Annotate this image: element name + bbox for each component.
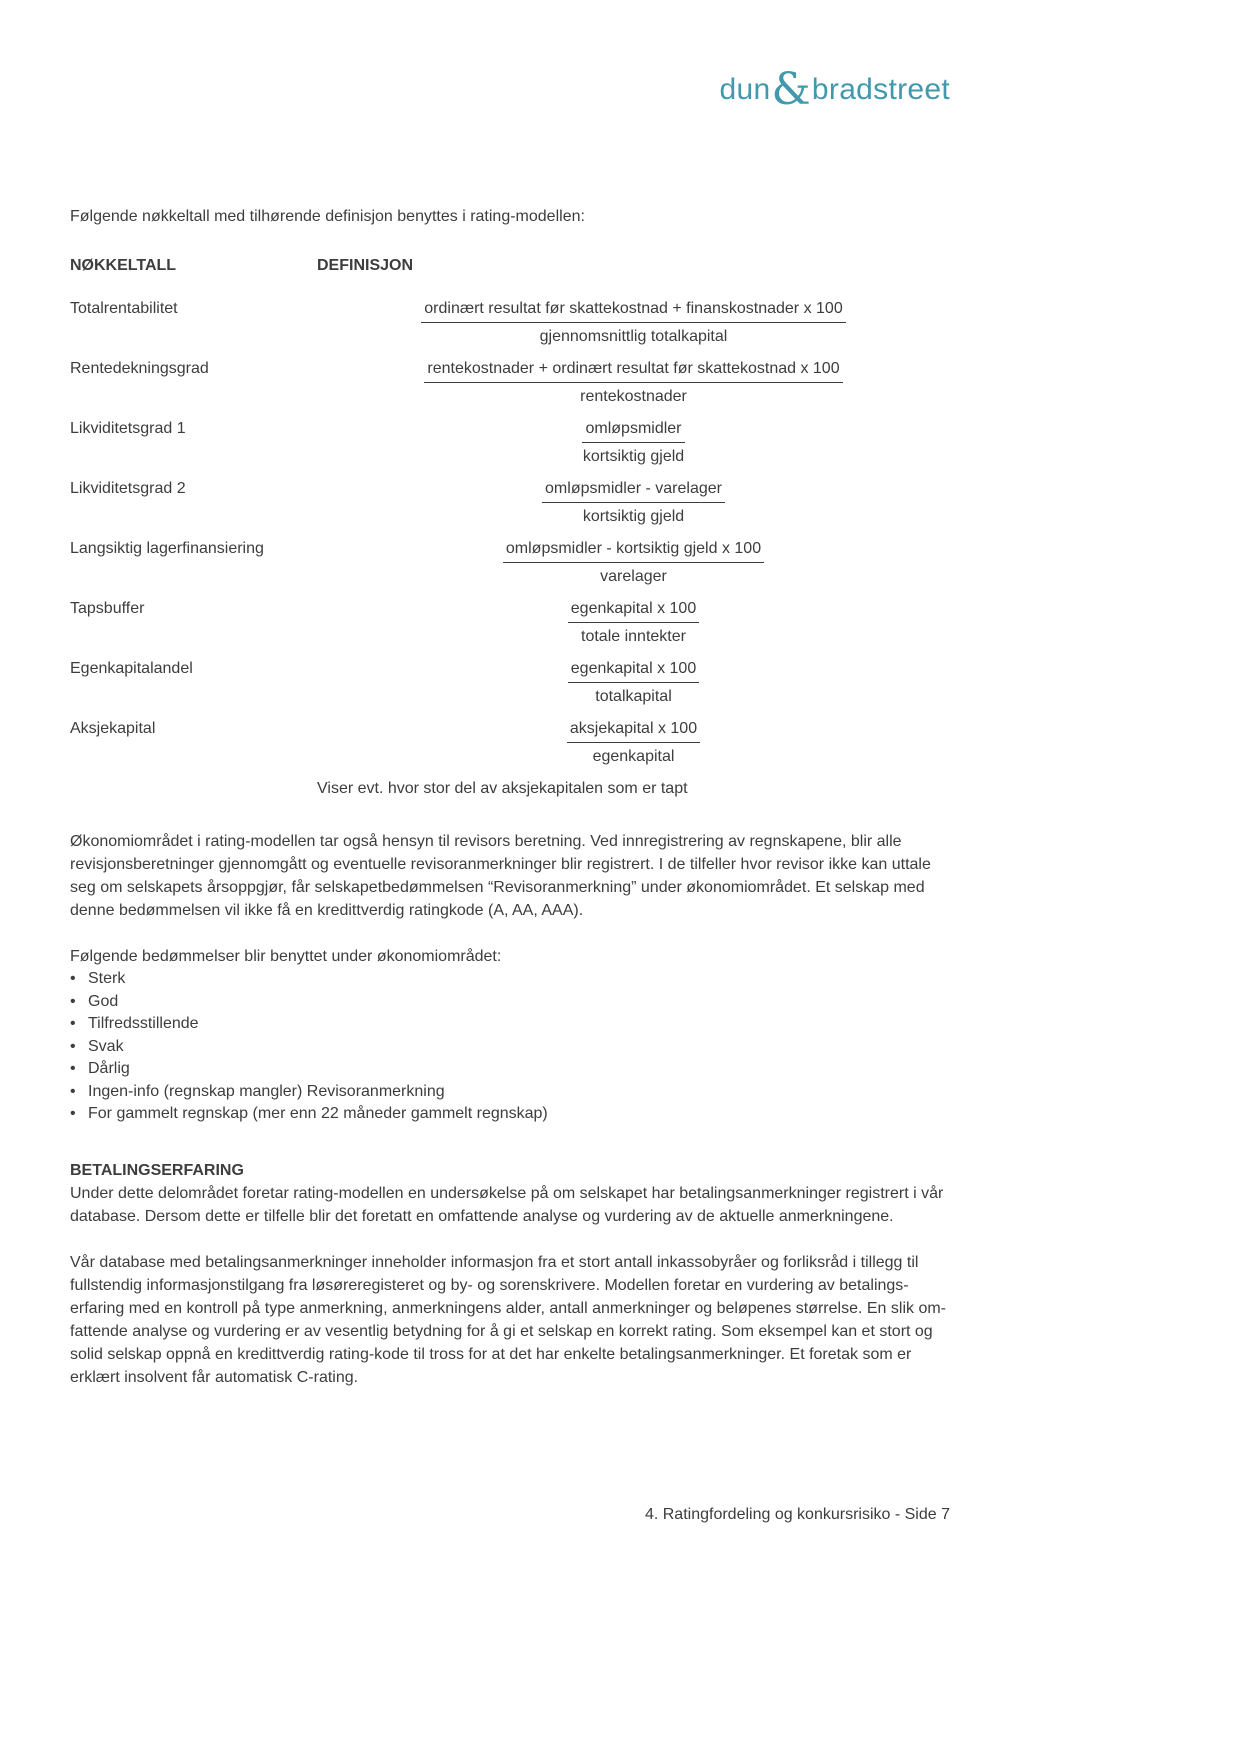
ratio-fraction [317, 657, 950, 708]
section-heading-betalingserfaring: BETALINGSERFARING [70, 1161, 244, 1179]
ratio-fraction [317, 477, 950, 528]
ratio-label: Aksjekapital [70, 720, 156, 737]
fraction-numerator: omløpsmidler - varelager [542, 477, 725, 503]
fraction-denominator: totale inntekter [581, 628, 686, 645]
column-header-nokkeltall: NØKKELTALL [70, 257, 177, 274]
fraction-denominator: varelager [600, 568, 667, 585]
list-item [70, 1058, 950, 1081]
bullet-icon: • [70, 970, 76, 987]
logo-ampersand-icon: & [771, 64, 811, 115]
ratio-label: Tapsbuffer [70, 600, 145, 617]
bullet-icon: • [70, 1037, 76, 1055]
table-row [70, 537, 950, 588]
fraction-numerator: egenkapital x 100 [568, 597, 699, 623]
fraction-denominator: rentekostnader [580, 388, 687, 405]
list-item [70, 1013, 950, 1036]
ratio-fraction [317, 597, 950, 648]
logo-bradstreet-text: bradstreet [811, 73, 950, 106]
list-item [70, 1081, 950, 1104]
list-item-label: For gammelt regnskap (mer enn 22 måneder gammelt regnskap) [88, 1105, 548, 1122]
dun-bradstreet-logo [719, 64, 950, 115]
ratio-fraction [317, 717, 950, 768]
ratios-table [70, 254, 950, 800]
assessments-list [70, 968, 950, 1126]
fraction-denominator: kortsiktig gjeld [582, 508, 685, 525]
table-row [70, 417, 950, 468]
list-item [70, 1036, 950, 1059]
ratio-label: Rentedekningsgrad [70, 360, 209, 377]
document-content [70, 205, 950, 1389]
fraction-numerator: rentekostnader + ordinært resultat før skattekostnad x 100 [424, 357, 842, 383]
table-row [70, 597, 950, 648]
fraction-numerator: omløpsmidler - kortsiktig gjeld x 100 [503, 537, 764, 563]
assessments-intro: Følgende bedømmelser blir benyttet under økonomiområdet: [70, 948, 502, 965]
payment-paragraph-2: Vår database med betalingsanmerkninger inneholder informasjon fra et stort antall inkassobyråer og forliksråd i tillegg til fullstendig informasjonstilgang fra løsøreregisteret og by- og sorenskrivere. Modellen foretar en vurdering av betalings- erfaring med en kontroll på type anmerkning, anmerkningens alder, antall anmerkninger og beløpenes størrelse. En slik om- fattende analyse og vurdering er av vesentlig betydning for å gi et selskap en korrekt rating. Som eksempel kan et stort og solid selskap oppnå en kredittverdig rating-kode til tross for at det har enkelte betalingsanmerkninger. Et foretak som er erklært insolvent får automatisk C-rating. [70, 1253, 946, 1386]
table-row [70, 357, 950, 408]
ratio-fraction [317, 537, 950, 588]
list-item-label: Dårlig [88, 1060, 130, 1077]
ratio-label: Totalrentabilitet [70, 300, 178, 317]
table-row [70, 297, 950, 348]
list-item [70, 1103, 950, 1126]
bullet-icon: • [70, 1105, 76, 1122]
fraction-numerator: omløpsmidler [582, 417, 684, 443]
list-item-label: Ingen-info (regnskap mangler) Revisoranmerkning [88, 1082, 445, 1100]
ratio-label: Langsiktig lagerfinansiering [70, 540, 264, 557]
ratio-label: Likviditetsgrad 2 [70, 480, 186, 497]
page-footer: 4. Ratingfordeling og konkursrisiko - Side 7 [644, 1506, 950, 1523]
fraction-denominator: kortsiktig gjeld [582, 448, 685, 465]
ratio-label: Egenkapitalandel [70, 660, 193, 677]
table-row [70, 717, 950, 768]
payment-paragraph-1: Under dette delområdet foretar rating-modellen en undersøkelse på om selskapet har betalingsanmerkninger registrert i vår database. Dersom dette er tilfelle blir det foretatt en omfattende analyse og vurdering av de aktuelle anmerkningene. [70, 1184, 944, 1225]
aksjekapital-note: Viser evt. hvor stor del av aksjekapitalen som er tapt [317, 780, 688, 797]
list-item-label: God [88, 992, 119, 1010]
ratios-table-header [70, 254, 950, 277]
list-item-label: Sterk [88, 970, 126, 987]
column-header-definisjon: DEFINISJON [317, 257, 414, 274]
bullet-icon: • [70, 1082, 76, 1100]
list-item [70, 991, 950, 1014]
ratio-fraction [317, 417, 950, 468]
fraction-denominator: egenkapital [592, 748, 675, 765]
bullet-icon: • [70, 1060, 76, 1077]
ratio-fraction [317, 357, 950, 408]
ratio-label: Likviditetsgrad 1 [70, 420, 186, 437]
list-item-label: Svak [88, 1037, 124, 1055]
table-row [70, 477, 950, 528]
fraction-numerator: aksjekapital x 100 [567, 717, 700, 743]
fraction-numerator: ordinært resultat før skattekostnad + finanskostnader x 100 [421, 297, 845, 323]
list-item-label: Tilfredsstillende [88, 1015, 199, 1032]
fraction-numerator: egenkapital x 100 [568, 657, 699, 683]
list-item [70, 968, 950, 991]
fraction-denominator: totalkapital [595, 688, 672, 705]
table-row [70, 657, 950, 708]
bullet-icon: • [70, 1015, 76, 1032]
logo-dun-text: dun [719, 73, 771, 106]
bullet-icon: • [70, 992, 76, 1010]
fraction-denominator: gjennomsnittlig totalkapital [539, 328, 728, 345]
economy-paragraph: Økonomiområdet i rating-modellen tar også hensyn til revisors beretning. Ved innregistrering av regnskapene, blir alle revisjonsberetninger gjennomgått og eventuelle revisoranmerkninger blir registrert. I de tilfeller hvor revisor ikke kan uttale seg om selskapets årsoppgjør, får selskapetbedømmelsen “Revisoranmerkning” under økonomiområdet. Et selskap med denne bedømmelsen vil ikke få en kredittverdig ratingkode (A, AA, AAA). [70, 833, 931, 919]
ratio-fraction [317, 297, 950, 348]
intro-paragraph: Følgende nøkkeltall med tilhørende definisjon benyttes i rating-modellen: [70, 208, 585, 225]
